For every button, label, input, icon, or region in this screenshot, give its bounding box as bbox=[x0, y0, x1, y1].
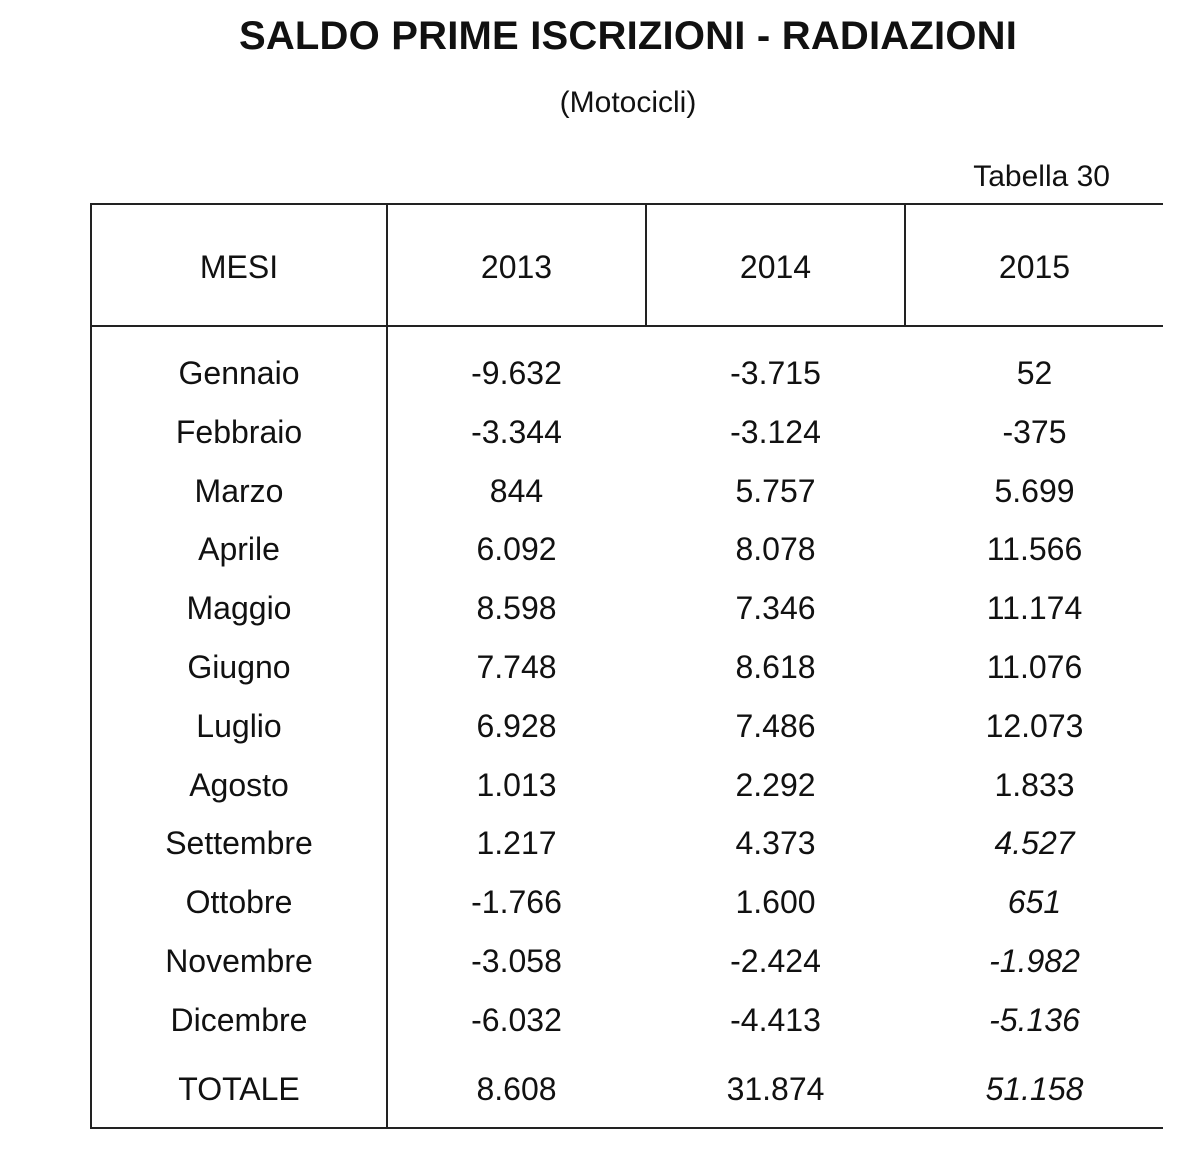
cell-2014: 2.292 bbox=[735, 766, 816, 803]
cell-2014: 8.078 bbox=[735, 531, 816, 568]
header-divider bbox=[92, 325, 1163, 327]
cell-mese: Aprile bbox=[198, 531, 280, 568]
cell-2015: -375 bbox=[1002, 413, 1067, 450]
header-mesi: MESI bbox=[199, 249, 279, 285]
cell-2014: 7.346 bbox=[735, 590, 816, 627]
cell-2013: 1.217 bbox=[476, 825, 557, 862]
cell-2013: 1.013 bbox=[476, 766, 557, 803]
cell-2013: -6.032 bbox=[471, 1001, 562, 1038]
header-2014: 2014 bbox=[739, 249, 812, 285]
cell-2013: 8.608 bbox=[476, 1070, 557, 1107]
cell-mese: Agosto bbox=[189, 766, 289, 803]
cell-2015: 4.527 bbox=[994, 825, 1075, 862]
cell-2014: -4.413 bbox=[730, 1001, 821, 1038]
table-number-label: Tabella 30 bbox=[973, 160, 1110, 193]
cell-mese: Maggio bbox=[186, 590, 292, 627]
cell-2015: 11.076 bbox=[986, 649, 1083, 685]
cell-2015: 52 bbox=[1016, 355, 1053, 391]
cell-2014: 31.874 bbox=[726, 1070, 825, 1107]
cell-2013: 6.928 bbox=[476, 707, 557, 744]
cell-mese: Giugno bbox=[187, 649, 291, 685]
cell-mese: Marzo bbox=[194, 472, 284, 509]
cell-2015: 51.158 bbox=[985, 1070, 1084, 1107]
cell-mese: Ottobre bbox=[185, 884, 293, 921]
cell-2013: -1.766 bbox=[471, 884, 562, 921]
cell-2015: 11.566 bbox=[986, 531, 1083, 568]
cell-2015: -5.136 bbox=[989, 1001, 1080, 1038]
cell-2013: 844 bbox=[489, 472, 544, 509]
cell-2015: 12.073 bbox=[985, 707, 1084, 744]
cell-2014: 8.618 bbox=[735, 649, 816, 685]
cell-2014: -2.424 bbox=[730, 943, 821, 979]
cell-2015: 11.174 bbox=[986, 590, 1083, 627]
cell-mese: Settembre bbox=[165, 825, 313, 862]
cell-mese: Luglio bbox=[196, 707, 282, 744]
cell-2015: 1.833 bbox=[994, 766, 1075, 803]
cell-2014: 7.486 bbox=[735, 707, 816, 744]
cell-2013: 6.092 bbox=[476, 531, 557, 568]
cell-2015: 5.699 bbox=[994, 472, 1075, 509]
cell-2013: 7.748 bbox=[476, 649, 557, 685]
cell-2014: -3.124 bbox=[730, 413, 821, 450]
cell-2013: -3.344 bbox=[471, 413, 562, 450]
cell-2013: 8.598 bbox=[476, 590, 557, 627]
cell-mese: Dicembre bbox=[170, 1001, 308, 1038]
cell-2013: -9.632 bbox=[471, 355, 562, 391]
cell-2014: 1.600 bbox=[735, 884, 816, 921]
page-title: SALDO PRIME ISCRIZIONI - RADIAZIONI bbox=[238, 14, 1018, 58]
cell-2014: 5.757 bbox=[735, 472, 816, 509]
header-2015: 2015 bbox=[998, 249, 1071, 285]
cell-2015: -1.982 bbox=[989, 943, 1080, 979]
cell-mese: Gennaio bbox=[178, 355, 300, 391]
cell-2014: 4.373 bbox=[735, 825, 816, 862]
cell-2015: 651 bbox=[1007, 884, 1062, 921]
cell-mese: Novembre bbox=[165, 943, 313, 979]
data-table bbox=[90, 203, 1163, 1129]
header-2013: 2013 bbox=[480, 249, 553, 285]
page-subtitle: (Motocicli) bbox=[559, 86, 697, 119]
cell-2014: -3.715 bbox=[730, 355, 821, 391]
cell-2013: -3.058 bbox=[471, 943, 562, 979]
cell-mese: TOTALE bbox=[178, 1070, 300, 1107]
cell-mese: Febbraio bbox=[175, 413, 303, 450]
